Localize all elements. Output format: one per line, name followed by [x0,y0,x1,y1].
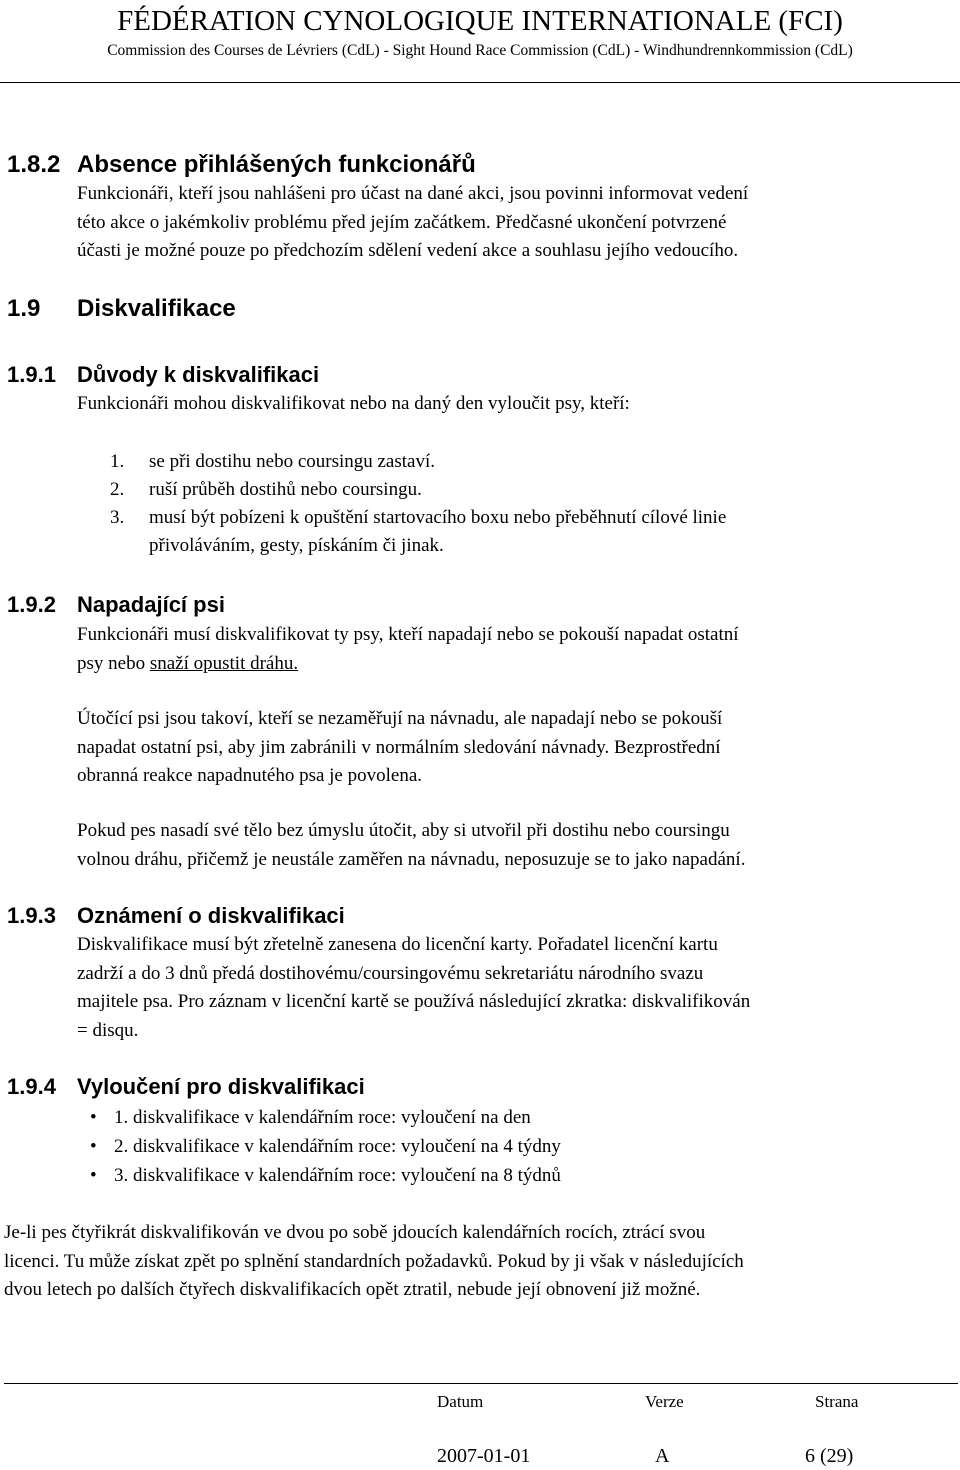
paragraph-line: Funkcionáři musí diskvalifikovat ty psy, kteří napadají nebo se pokouší napadat ostatní [77,624,739,645]
paragraph-line: Je-li pes čtyřikrát diskvalifikován ve dvou po sobě jdoucích kalendářních rocích, ztrácí svou [4,1222,706,1243]
paragraph-line: této akce o jakémkoliv problému před jejím začátkem. Předčasné ukončení potvrzené [77,211,727,233]
bullet-icon: • [90,1136,97,1157]
section-1-9-1-heading [7,361,957,391]
list-item-text: přivoláváním, gesty, pískáním či jinak. [149,535,444,556]
paragraph-line: Pokud pes nasadí své tělo bez úmyslu útočit, aby si utvořil při dostihu nebo coursingu [77,820,730,841]
list-item-text: se při dostihu nebo coursingu zastaví. [149,451,436,472]
paragraph-line: majitele psa. Pro záznam v licenční kartě se používá následující zkratka: diskvalifikován [77,991,751,1012]
section-title: Důvody k diskvalifikaci [77,362,320,387]
section-1-9-4-heading [7,1073,957,1103]
paragraph-line: napadat ostatní psi, aby jim zabránili v normálním sledování návnady. Bezprostřední [77,736,721,758]
section-1-9-2-paragraph-2 [77,705,722,791]
section-1-9-2-heading [7,591,957,621]
footer-label-date: Datum [437,1392,484,1411]
bullet-icon: • [90,1165,97,1186]
footer-label-page: Strana [815,1392,859,1411]
section-number: 1.9.4 [7,1074,56,1099]
section-number: 1.9.1 [7,362,56,387]
paragraph-line: dvou letech po dalších čtyřech diskvalifikacích opět ztratil, nebude její obnovení již možné. [4,1279,701,1300]
section-number: 1.9.2 [7,592,56,617]
footer-label-version: Verze [645,1392,684,1411]
paragraph-line [77,650,739,679]
list-item [110,476,124,505]
bullet-item-text: 3. diskvalifikace v kalendářním roce: vyloučení na 8 týdnů [114,1165,561,1186]
paragraph-line: Diskvalifikace musí být zřetelně zanesena do licenční karty. Pořadatel licenční kartu [77,934,718,955]
document-header-subtitle: Commission des Courses de Lévriers (CdL) - Sight Hound Race Commission (CdL) - Windhundrennkommission (CdL) [107,42,853,59]
footer-version: A [655,1445,670,1467]
footer-date: 2007-01-01 [437,1445,531,1467]
list-item-text: musí být pobízeni k opuštění startovacího boxu nebo přeběhnutí cílové linie [149,507,727,528]
section-number: 1.8.2 [7,151,61,178]
paragraph-line: účasti je možné pouze po předchozím sdělení vedení akce a souhlasu jejího vedoucího. [77,240,739,261]
section-title: Vyloučení pro diskvalifikaci [77,1074,365,1099]
list-number: 1. [110,451,125,472]
list-item [110,448,124,477]
paragraph-line: volnou dráhu, přičemž je neustále zaměřen na návnadu, neposuzuje se to jako napadání. [77,848,746,870]
section-1-9-heading [7,294,957,324]
section-title: Oznámení o diskvalifikaci [77,903,345,928]
closing-paragraph [4,1219,744,1305]
section-1-9-3-body [77,931,750,1045]
paragraph-line: zadrží a do 3 dnů předá dostihovému/coursingovému sekretariátu národního svazu [77,962,704,984]
paragraph-line: Funkcionáři, kteří jsou nahlášeni pro účast na dané akci, jsou povinni informovat vedení [77,183,749,204]
section-number: 1.9.3 [7,903,56,928]
list-number: 3. [110,507,125,528]
bullet-item-text: 2. diskvalifikace v kalendářním roce: vyloučení na 4 týdny [114,1136,561,1157]
list-item-text: ruší průběh dostihů nebo coursingu. [149,479,422,500]
paragraph-line: Útočící psi jsou takoví, kteří se nezaměřují na návnadu, ale napadají nebo se pokouší [77,708,723,729]
section-title: Absence přihlášených funkcionářů [77,151,476,178]
paragraph-line: licenci. Tu může získat zpět po splnění standardních požadavků. Pokud by ji však v následujících [4,1250,744,1272]
section-1-9-2-paragraph-3 [77,817,745,874]
section-title: Napadající psi [77,592,225,617]
section-number: 1.9 [7,295,41,322]
document-header-title: FÉDÉRATION CYNOLOGIQUE INTERNATIONALE (FCI) [117,5,843,37]
section-1-9-2-paragraph-1 [77,621,739,678]
underlined-text: snaží opustit dráhu. [149,652,299,674]
header-rule [0,82,960,83]
paragraph-line: Funkcionáři mohou diskvalifikovat nebo na daný den vyloučit psy, kteří: [77,393,630,414]
list-number: 2. [110,479,125,500]
bullet-icon: • [90,1107,97,1128]
section-1-8-2-heading [7,150,957,180]
list-item [110,504,124,533]
section-1-9-1-intro [77,390,630,419]
section-1-9-3-heading [7,902,957,932]
section-1-8-2-body [77,180,748,266]
section-title: Diskvalifikace [77,295,236,322]
text-run: psy nebo [77,652,150,674]
paragraph-line: = disqu. [77,1019,139,1041]
bullet-item-text: 1. diskvalifikace v kalendářním roce: vyloučení na den [114,1107,531,1128]
paragraph-line: obranná reakce napadnutého psa je povolena. [77,765,423,786]
footer-page: 6 (29) [805,1445,854,1467]
footer-rule [4,1383,958,1384]
